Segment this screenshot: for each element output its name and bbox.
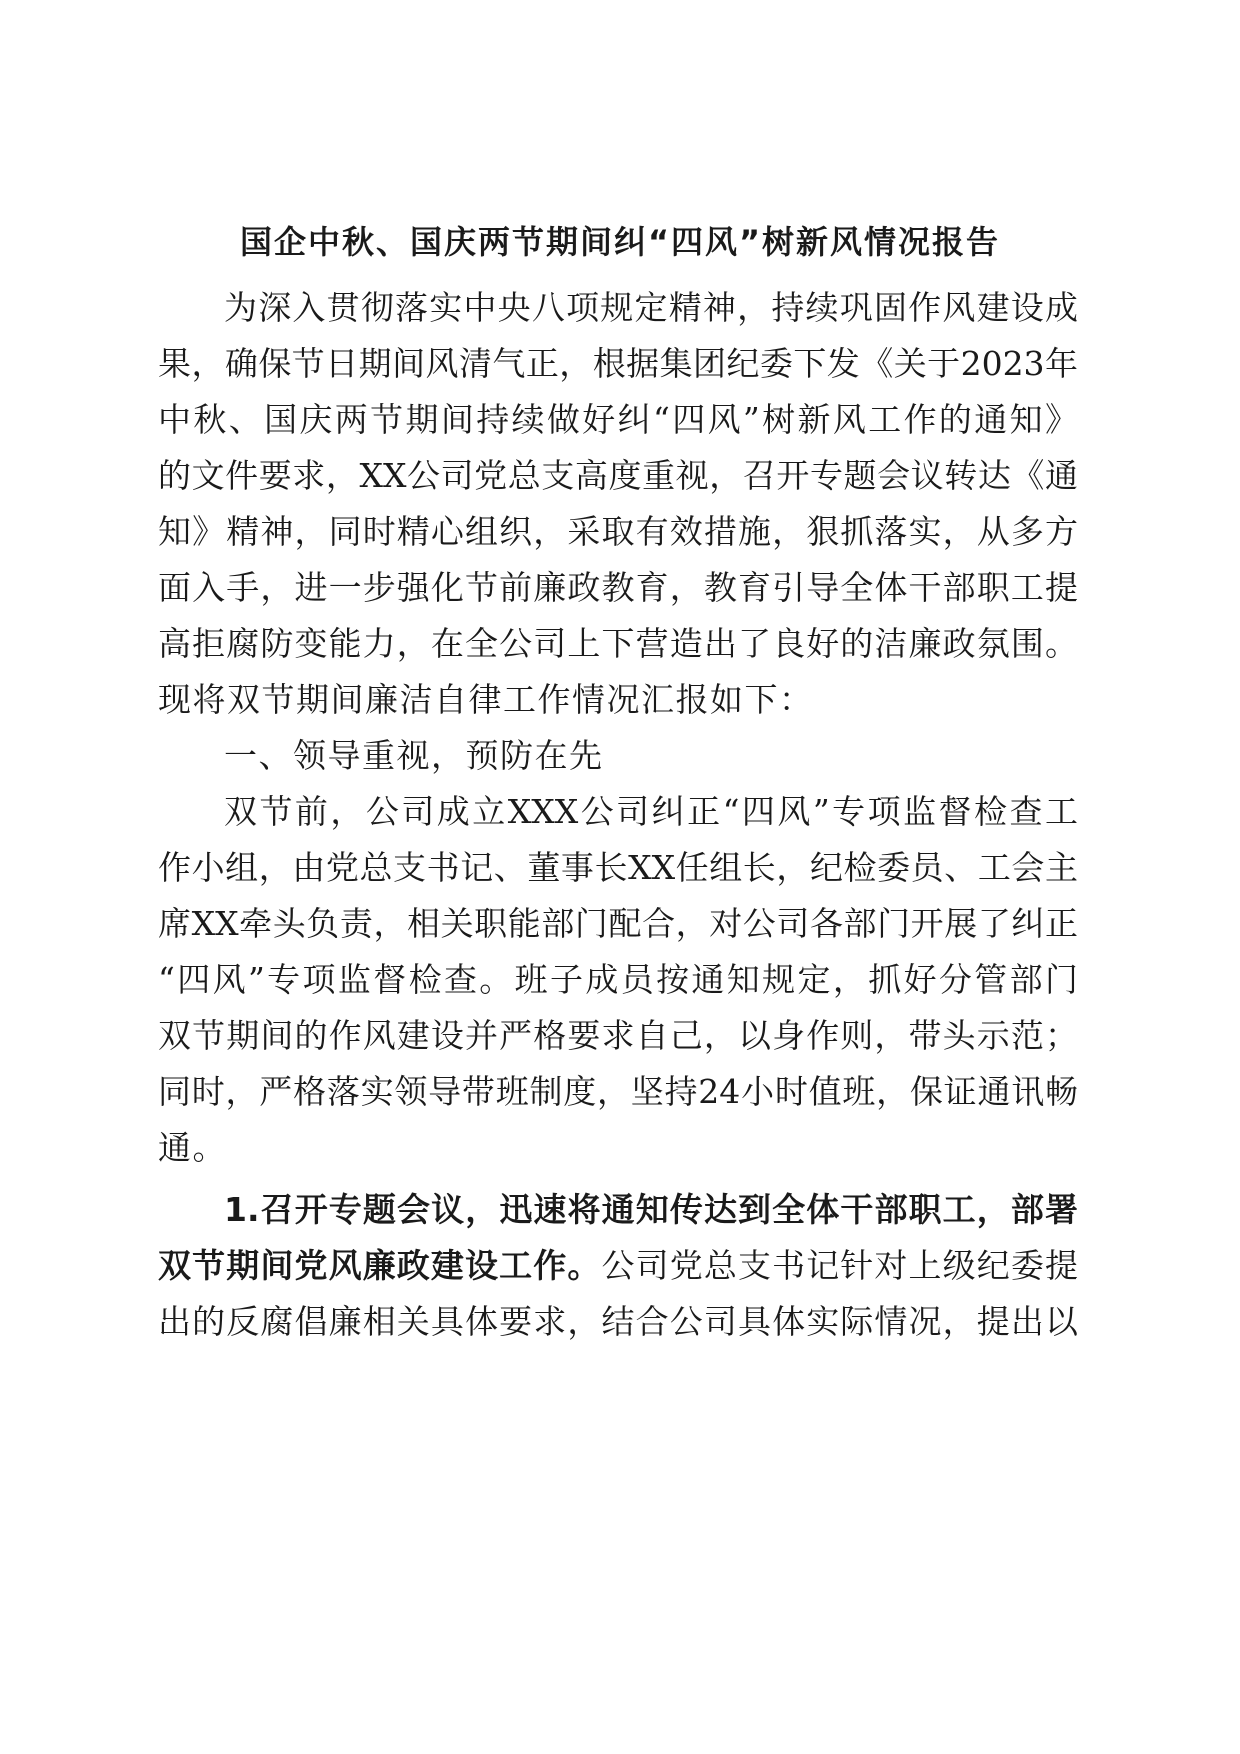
item1-rest-line-2: 公司党总支书记针对上级纪委提: [601, 1246, 1079, 1285]
intro-line-6: 面入手，进一步强化节前廉政教育，教育引导全体干部职工提: [158, 568, 1078, 607]
document-title: 国企中秋、国庆两节期间纠“四风”树新风情况报告: [239, 223, 1001, 261]
item1-bold-line-2: 双节期间党风廉政建设工作。: [158, 1246, 602, 1285]
intro-line-8: 现将双节期间廉洁自律工作情况汇报如下：: [158, 680, 814, 719]
item1-bold-line-1: 1.召开专题会议，迅速将通知传达到全体干部职工，部署: [224, 1190, 1078, 1229]
section1-line-6: 同时，严格落实领导带班制度，坚持24小时值班，保证通讯畅: [158, 1072, 1078, 1111]
item1-line-2: [158, 1244, 1078, 1288]
section1-line-1: 双节前，公司成立XXX公司纠正“四风”专项监督检查工: [224, 792, 1078, 831]
intro-line-7: 高拒腐防变能力，在全公司上下营造出了良好的洁廉政氛围。: [158, 624, 1078, 663]
section1-line-4: “四风”专项监督检查。班子成员按通知规定，抓好分管部门: [158, 960, 1078, 999]
intro-line-5: 知》精神，同时精心组织，采取有效措施，狠抓落实，从多方: [158, 512, 1078, 551]
section1-line-3: 席XX牵头负责，相关职能部门配合，对公司各部门开展了纠正: [158, 904, 1078, 943]
intro-line-4: 的文件要求，XX公司党总支高度重视，召开专题会议转达《通: [158, 456, 1078, 495]
section1-line-7: 通。: [158, 1128, 227, 1167]
item1-line-3: 出的反腐倡廉相关具体要求，结合公司具体实际情况，提出以: [158, 1302, 1078, 1341]
section1-heading: 一、领导重视，预防在先: [224, 736, 604, 775]
intro-line-3: 中秋、国庆两节期间持续做好纠“四风”树新风工作的通知》: [158, 400, 1078, 439]
section1-line-5: 双节期间的作风建设并严格要求自己，以身作则，带头示范；: [158, 1016, 1078, 1055]
intro-line-2: 果，确保节日期间风清气正，根据集团纪委下发《关于2023年: [158, 344, 1078, 383]
section1-line-2: 作小组，由党总支书记、董事长XX任组长，纪检委员、工会主: [158, 848, 1078, 887]
intro-line-1: 为深入贯彻落实中央八项规定精神，持续巩固作风建设成: [224, 288, 1078, 327]
